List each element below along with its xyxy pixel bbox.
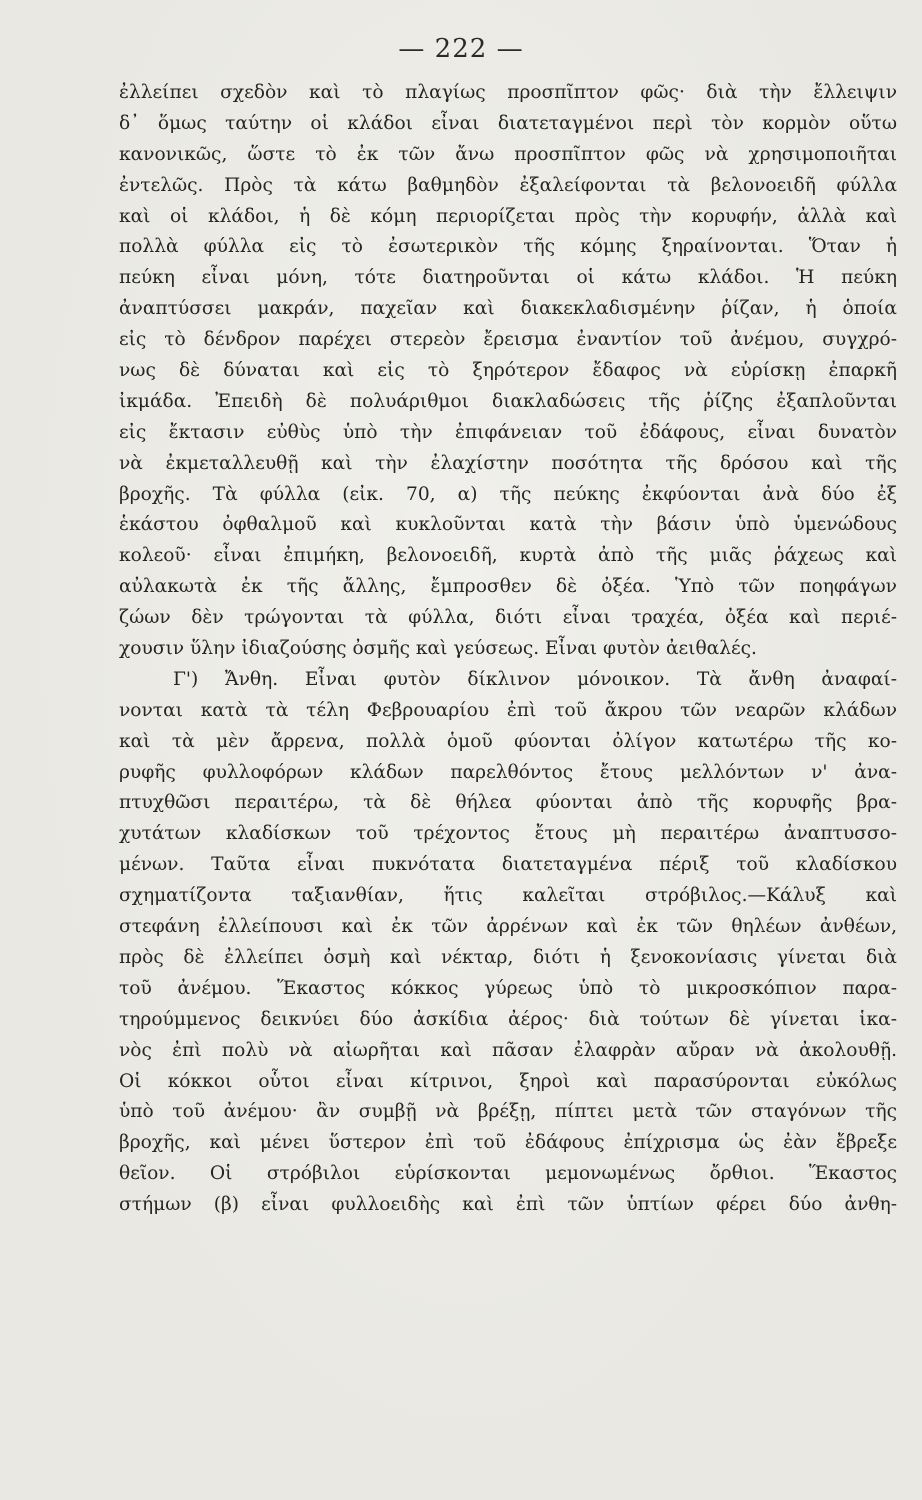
text-line: ἐντελῶς. Πρὸς τὰ κάτω βαθμηδὸν ἐξαλείφονται τὰ βελονοειδῆ φύλλα bbox=[119, 174, 897, 196]
text-line: βροχῆς. Τὰ φύλλα (εἰκ. 70, α) τῆς πεύκης ἐκφύονται ἀνὰ δύο ἐξ bbox=[119, 483, 897, 505]
text-line: πολλὰ φύλλα εἰς τὸ ἐσωτερικὸν τῆς κόμης ξηραίνονται. Ὅταν ἡ bbox=[119, 236, 897, 258]
text-line: τηρούμμενος δεικνύει δύο ἀσκίδια ἀέρος· διὰ τούτων δὲ γίνεται ἱκα- bbox=[119, 1008, 897, 1030]
text-line: ἰκμάδα. Ἐπειδὴ δὲ πολυάριθμοι διακλαδώσεις τῆς ῥίζης ἐξαπλοῦνται bbox=[119, 390, 897, 412]
text-line: νὰ ἐκμεταλλευθῇ καὶ τὴν ἐλαχίστην ποσότητα τῆς δρόσου καὶ τῆς bbox=[119, 452, 897, 474]
text-line: κανονικῶς, ὥστε τὸ ἐκ τῶν ἄνω προσπῖπτον φῶς νὰ χρησιμοποιῆται bbox=[119, 143, 897, 165]
text-line: δ᾽ ὅμως ταύτην οἱ κλάδοι εἶναι διατεταγμένοι περὶ τὸν κορμὸν οὕτω bbox=[119, 112, 897, 134]
text-line: βροχῆς, καὶ μένει ὕστερον ἐπὶ τοῦ ἐδάφους ἐπίχρισμα ὡς ἐὰν ἔβρεξε bbox=[119, 1132, 897, 1154]
text-line: στήμων (β) εἶναι φυλλοειδὴς καὶ ἐπὶ τῶν ὑπτίων φέρει δύο ἀνθη- bbox=[119, 1194, 897, 1216]
text-line: ρυφῆς φυλλοφόρων κλάδων παρελθόντος ἔτους μελλόντων ν' ἀνα- bbox=[119, 761, 897, 783]
text-line: Οἱ κόκκοι οὗτοι εἶναι κίτρινοι, ξηροὶ καὶ παρασύρονται εὐκόλως bbox=[119, 1070, 897, 1092]
text-line: πρὸς δὲ ἐλλείπει ὀσμὴ καὶ νέκταρ, διότι ἡ ξενοκονίασις γίνεται διὰ bbox=[119, 946, 897, 968]
text-line: μένων. Ταῦτα εἶναι πυκνότατα διατεταγμένα πέριξ τοῦ κλαδίσκου bbox=[119, 854, 897, 876]
text-line: κολεοῦ· εἶναι ἐπιμήκη, βελονοειδῆ, κυρτὰ ἀπὸ τῆς μιᾶς ῥάχεως καὶ bbox=[119, 545, 897, 567]
text-line: ἑκάστου ὀφθαλμοῦ καὶ κυκλοῦνται κατὰ τὴν βάσιν ὑπὸ ὑμενώδους bbox=[119, 514, 897, 536]
text-line: Γ') Ἄνθη. Εἶναι φυτὸν δίκλινον μόνοικον. Τὰ ἄνθη ἀναφαί- bbox=[173, 668, 897, 690]
body-text bbox=[119, 78, 897, 1221]
text-line: αὐλακωτὰ ἐκ τῆς ἄλλης, ἔμπροσθεν δὲ ὀξέα. Ὑπὸ τῶν ποηφάγων bbox=[119, 576, 897, 598]
text-line: πεύκη εἶναι μόνη, τότε διατηροῦνται οἱ κάτω κλάδοι. Ἡ πεύκη bbox=[119, 267, 897, 289]
text-line: στεφάνη ἐλλείπουσι καὶ ἐκ τῶν ἀρρένων καὶ ἐκ τῶν θηλέων ἀνθέων, bbox=[119, 916, 897, 938]
text-line: εἰς τὸ δένδρον παρέχει στερεὸν ἔρεισμα ἐναντίον τοῦ ἀνέμου, συγχρό- bbox=[119, 329, 897, 351]
text-line: χυτάτων κλαδίσκων τοῦ τρέχοντος ἔτους μὴ περαιτέρω ἀναπτυσσο- bbox=[119, 823, 897, 845]
text-line: νως δὲ δύναται καὶ εἰς τὸ ξηρότερον ἔδαφος νὰ εὑρίσκῃ ἐπαρκῆ bbox=[119, 360, 897, 382]
text-line: ἐλλείπει σχεδὸν καὶ τὸ πλαγίως προσπῖπτον φῶς· διὰ τὴν ἔλλειψιν bbox=[119, 82, 897, 103]
text-line: καὶ οἱ κλάδοι, ἡ δὲ κόμη περιορίζεται πρὸς τὴν κορυφήν, ἀλλὰ καὶ bbox=[119, 205, 897, 227]
text-line: ἀναπτύσσει μακράν, παχεῖαν καὶ διακεκλαδισμένην ῥίζαν, ἡ ὁποία bbox=[119, 298, 897, 320]
text-line: τοῦ ἀνέμου. Ἕκαστος κόκκος γύρεως ὑπὸ τὸ μικροσκόπιον παρα- bbox=[119, 977, 897, 999]
text-line: χουσιν ὕλην ἰδιαζούσης ὀσμῆς καὶ γεύσεως. Εἶναι φυτὸν ἀειθαλές. bbox=[119, 638, 757, 660]
text-line: θεῖον. Οἱ στρόβιλοι εὑρίσκονται μεμονωμένως ὄρθιοι. Ἕκαστος bbox=[119, 1163, 897, 1185]
page-number: — 222 — bbox=[398, 34, 524, 64]
text-line: νὸς ἐπὶ πολὺ νὰ αἰωρῆται καὶ πᾶσαν ἐλαφρὰν αὔραν νὰ ἀκολουθῇ. bbox=[119, 1039, 897, 1061]
text-line: ζώων δὲν τρώγονται τὰ φύλλα, διότι εἶναι τραχέα, ὀξέα καὶ περιέ- bbox=[119, 607, 897, 629]
text-line: νονται κατὰ τὰ τέλη Φεβρουαρίου ἐπὶ τοῦ ἄκρου τῶν νεαρῶν κλάδων bbox=[119, 699, 897, 721]
text-line: εἰς ἔκτασιν εὐθὺς ὑπὸ τὴν ἐπιφάνειαν τοῦ ἐδάφους, εἶναι δυνατὸν bbox=[119, 421, 897, 443]
text-line: πτυχθῶσι περαιτέρω, τὰ δὲ θήλεα φύονται ἀπὸ τῆς κορυφῆς βρα- bbox=[119, 792, 897, 814]
text-line: ὑπὸ τοῦ ἀνέμου· ἂν συμβῇ νὰ βρέξῃ, πίπτει μετὰ τῶν σταγόνων τῆς bbox=[119, 1101, 897, 1123]
text-line: σχηματίζοντα ταξιανθίαν, ἥτις καλεῖται στρόβιλος.—Κάλυξ καὶ bbox=[119, 885, 897, 907]
text-line: καὶ τὰ μὲν ἄρρενα, πολλὰ ὁμοῦ φύονται ὀλίγον κατωτέρω τῆς κο- bbox=[119, 730, 897, 752]
